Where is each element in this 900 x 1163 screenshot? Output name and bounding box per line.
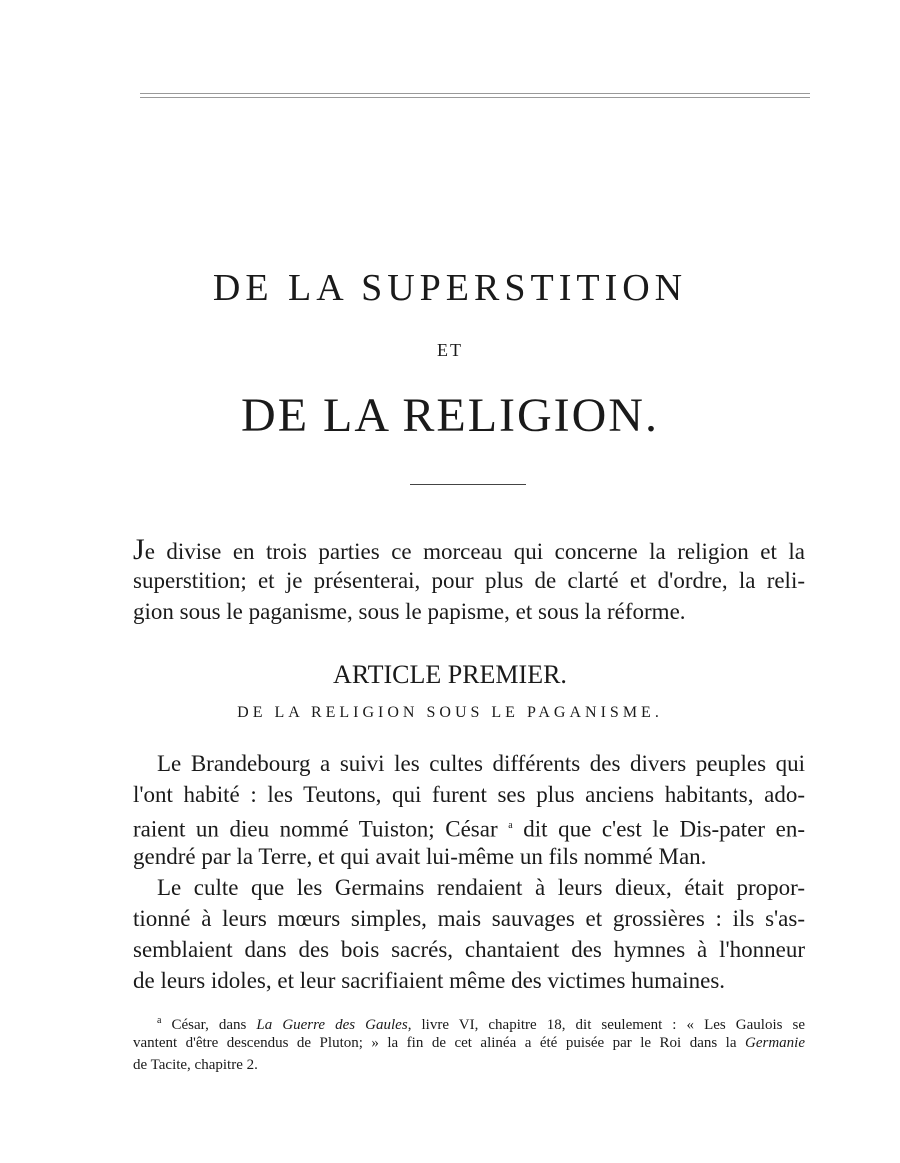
- body-paragraph-2: [133, 872, 805, 996]
- separator-rule: [410, 484, 526, 485]
- footnote-line: [133, 1010, 805, 1032]
- intro-paragraph: [133, 534, 805, 627]
- top-rule: [140, 93, 810, 94]
- body-line-text: dit que c'est le Dis-pater en-: [523, 816, 806, 842]
- footnote-marker: a: [157, 1015, 162, 1026]
- article-heading: ARTICLE PREMIER.: [333, 660, 567, 689]
- title-line-2: ET: [437, 340, 463, 360]
- body-line: de leurs idoles, et leur sacrifiaient même des victimes humaines.: [133, 968, 726, 993]
- footnote-text: César, dans: [171, 1017, 257, 1033]
- intro-line-text: e divise en trois parties ce morceau qui concerne la religion et la: [144, 539, 805, 564]
- intro-line: [133, 534, 805, 565]
- body-line: Le culte que les Germains rendaient à leurs dieux, était propor-: [157, 875, 805, 900]
- footnote-text: vantent d'être descendus de Pluton; » la fin de cet alinéa a été puisée par le Roi dans la: [133, 1035, 745, 1051]
- footnote-text: , livre VI, chapitre 18, dit seulement : « Les Gaulois se: [407, 1017, 805, 1033]
- footnote: [133, 1010, 805, 1076]
- footnote-line: de Tacite, chapitre 2.: [133, 1057, 258, 1073]
- body-paragraph-1: [133, 748, 805, 872]
- body-line: tionné à leurs mœurs simples, mais sauvages et grossières : ils s'as-: [133, 906, 805, 931]
- body-line: [133, 810, 805, 841]
- top-rule-2: [140, 97, 810, 98]
- article-subheading: DE LA RELIGION SOUS LE PAGANISME.: [237, 704, 663, 721]
- body-line: Le Brandebourg a suivi les cultes différents des divers peuples qui: [157, 751, 805, 776]
- footnote-title: La Guerre des Gaules: [256, 1017, 408, 1033]
- intro-line: superstition; et je présenterai, pour plus de clarté et d'ordre, la reli-: [133, 568, 805, 593]
- footnote-reference[interactable]: a: [508, 820, 513, 831]
- footnote-line: [133, 1032, 805, 1054]
- title-line-1: DE LA SUPERSTITION: [212, 267, 688, 309]
- drop-initial: J: [133, 533, 145, 566]
- intro-line: gion sous le paganisme, sous le papisme, et sous la réforme.: [133, 599, 686, 624]
- body-line: semblaient dans des bois sacrés, chantaient des hymnes à l'honneur: [133, 937, 805, 962]
- body-line: l'ont habité : les Teutons, qui furent ses plus anciens habitants, ado-: [133, 782, 805, 807]
- body-line-text: raient un dieu nommé Tuiston; César: [133, 816, 498, 842]
- body-line: gendré par la Terre, et qui avait lui-même un fils nommé Man.: [133, 844, 707, 869]
- footnote-title: Germanie: [745, 1035, 805, 1051]
- title-line-3: DE LA RELIGION.: [241, 389, 659, 442]
